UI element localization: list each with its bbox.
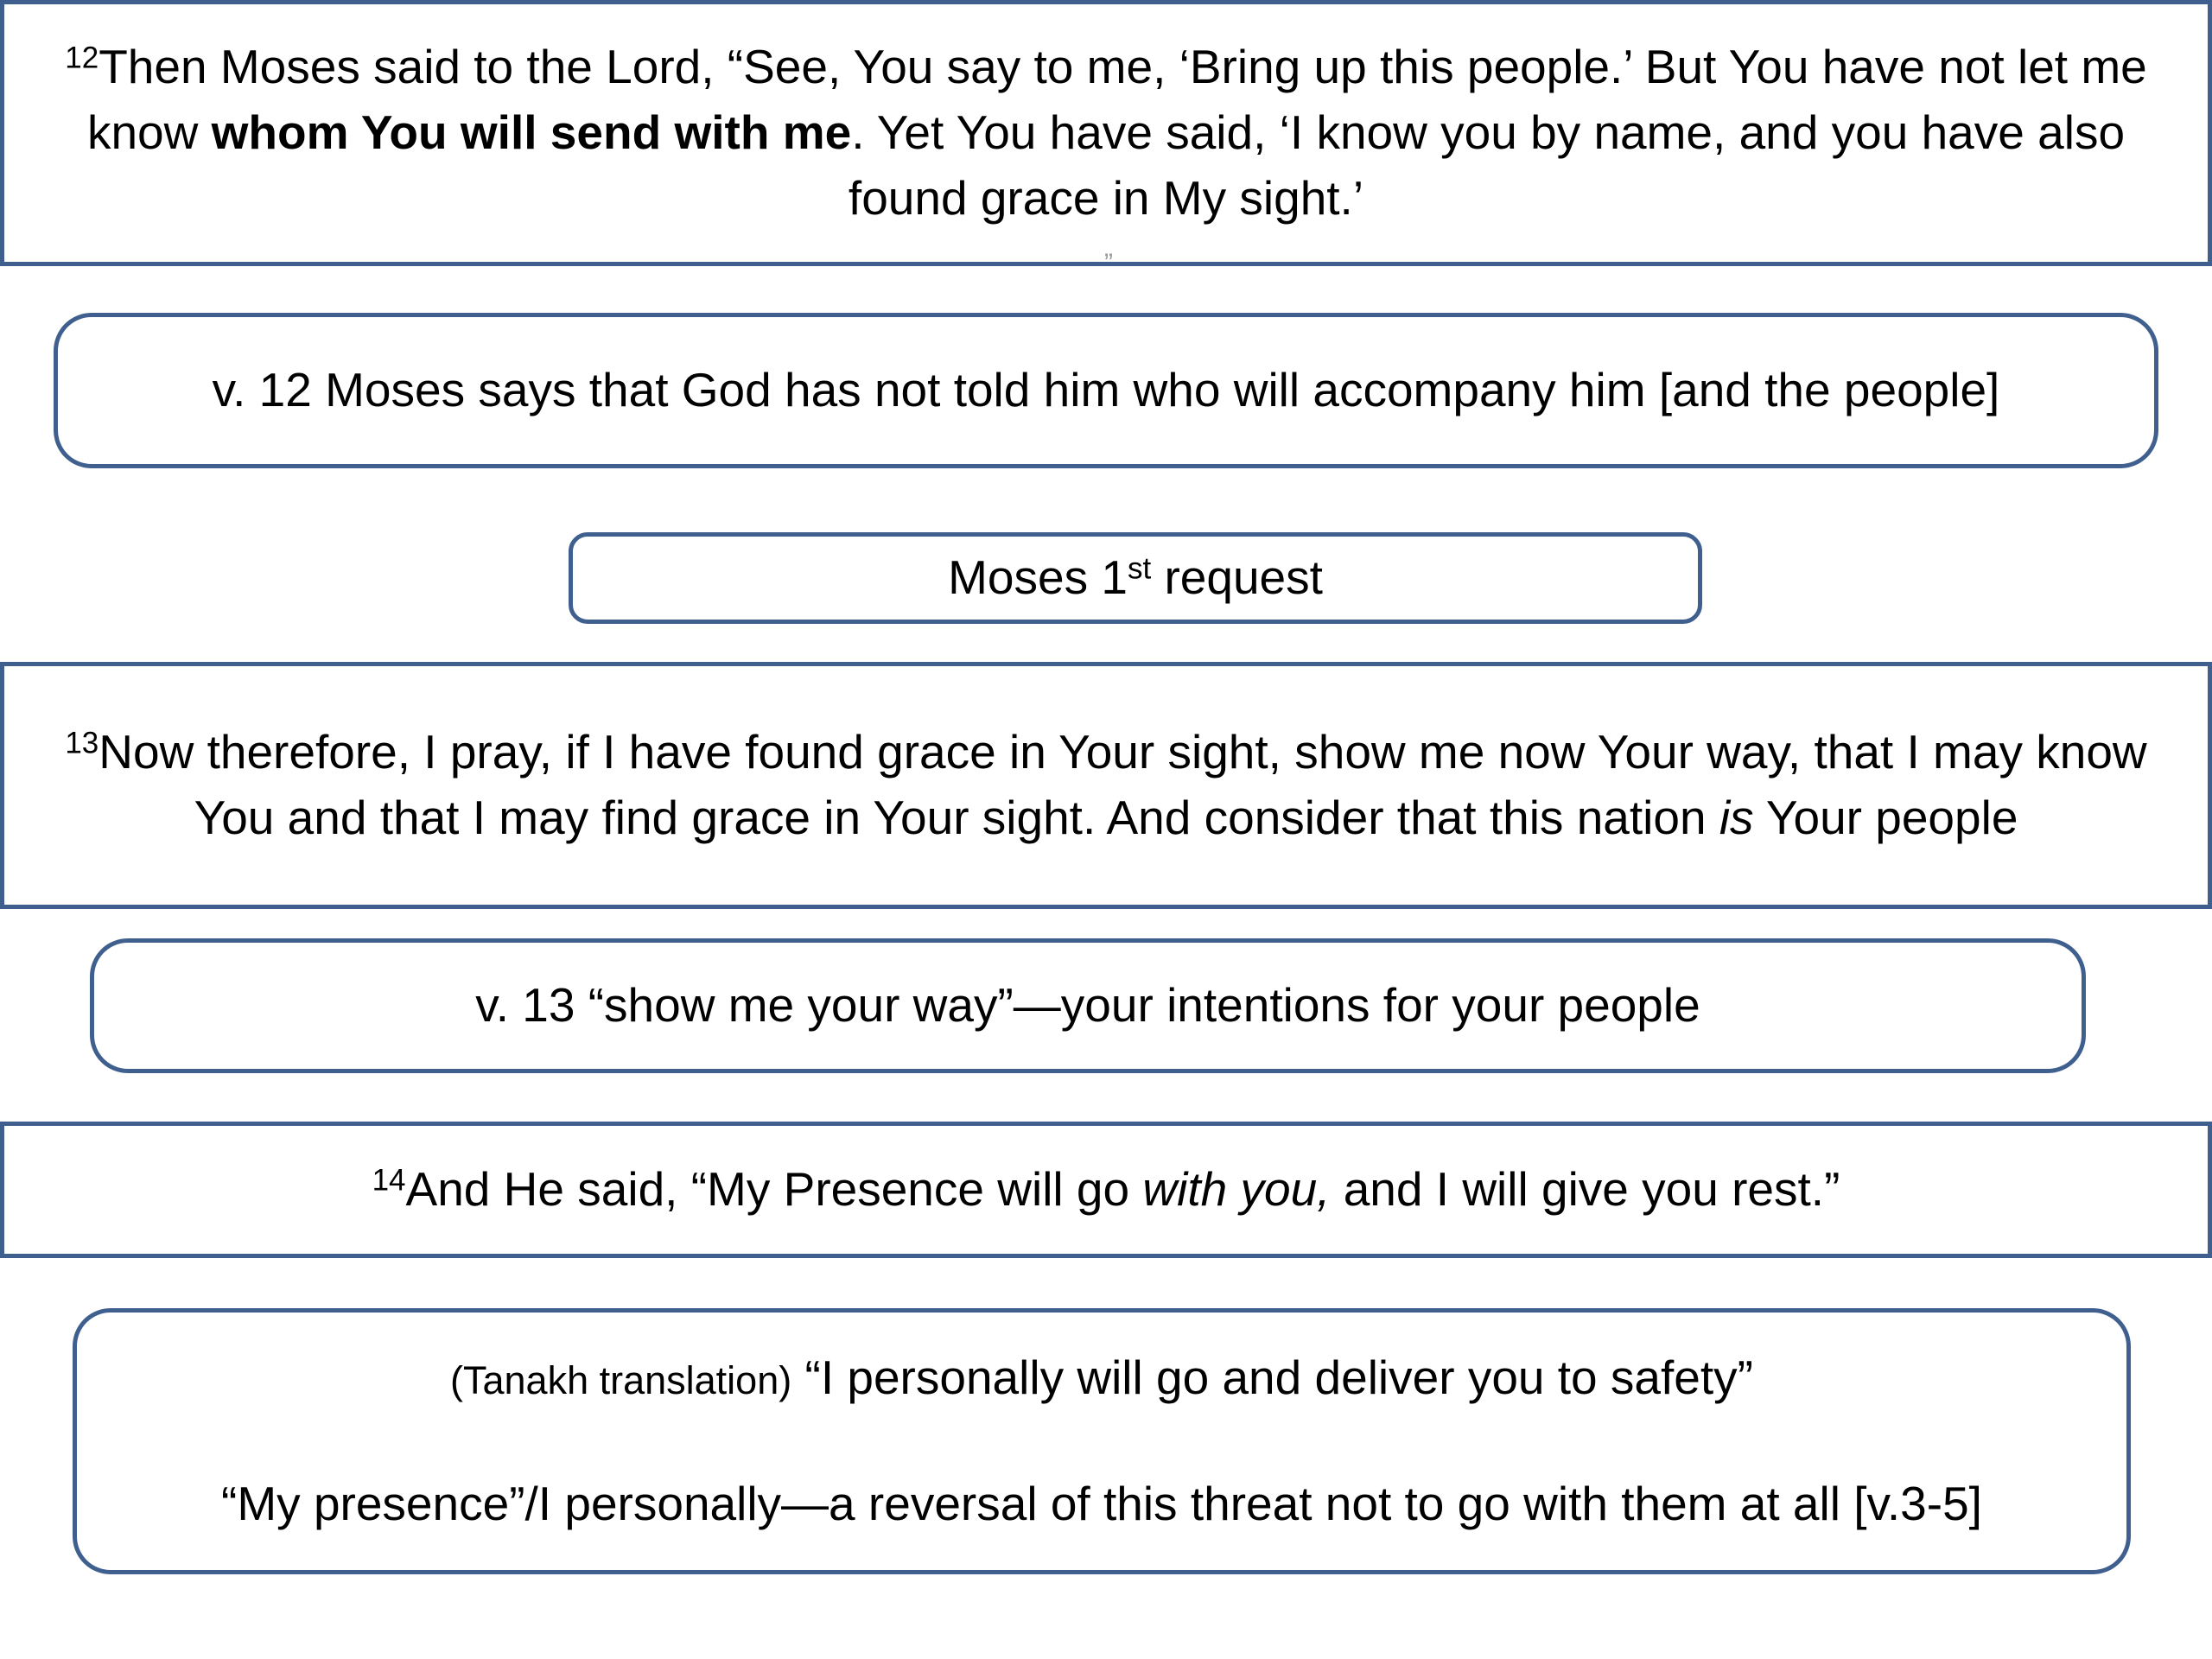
verse-12-text xyxy=(4,35,2208,232)
verse-13-text-before: Now therefore, I pray, if I have found grace in Your sight, show me now Your way, that I may know You and that I may find grace in Your sight. And consider that this nation xyxy=(99,725,2147,844)
note-14-small-prefix: (Tanakh translation) xyxy=(450,1358,792,1403)
verse-14-box xyxy=(0,1122,2212,1258)
request-text-before: Moses 1 xyxy=(948,550,1128,605)
verse-12-box xyxy=(0,0,2212,266)
verse-14-text-after: and I will give you rest.” xyxy=(1330,1162,1840,1217)
note-12-text-content: v. 12 Moses says that God has not told him who will accompany him [and the people] xyxy=(212,363,2000,417)
note-14-line-2: “My presence”/I personally—a reversal of this threat not to go with them at all [v.3-5] xyxy=(221,1477,1982,1530)
verse-14-text-before: And He said, “My Presence will go xyxy=(405,1162,1143,1217)
note-13-text: v. 13 “show me your way”—your intentions for your people xyxy=(475,978,1700,1033)
verse-14-text xyxy=(346,1157,1866,1223)
request-box xyxy=(569,532,1702,624)
request-text xyxy=(922,545,1349,611)
note-12-text xyxy=(187,358,2026,423)
request-superscript: st xyxy=(1127,551,1152,586)
verse-14-italic-phrase: with you, xyxy=(1142,1162,1331,1217)
note-13-box xyxy=(90,938,2086,1073)
verse-13-box xyxy=(0,662,2212,909)
verse-number: 12 xyxy=(65,41,99,75)
stray-quote-mark: ” xyxy=(1104,249,1113,277)
verse-12-bold-phrase: whom You will send with me xyxy=(211,105,852,160)
note-12-box xyxy=(54,313,2158,468)
verse-12-text-after: . Yet You have said, ‘I know you by name, and you have also found grace in My sight.’ xyxy=(848,105,2126,225)
verse-13-text-after: Your people xyxy=(1753,791,2018,844)
verse-13-italic-word: is xyxy=(1719,791,1754,844)
note-14-line-1-rest: “I personally will go and deliver you to safety” xyxy=(791,1351,1753,1405)
verse-number: 14 xyxy=(372,1163,406,1198)
verse-12-text-before: Then Moses said to the Lord, “See, You say to me, ‘Bring up this people.’ But You have not let me know xyxy=(86,40,2147,160)
note-14-box xyxy=(73,1308,2131,1574)
verse-13-text xyxy=(0,720,2212,851)
note-14-line-1 xyxy=(424,1345,1779,1411)
verse-number: 13 xyxy=(65,726,99,760)
request-text-after: request xyxy=(1151,550,1323,605)
